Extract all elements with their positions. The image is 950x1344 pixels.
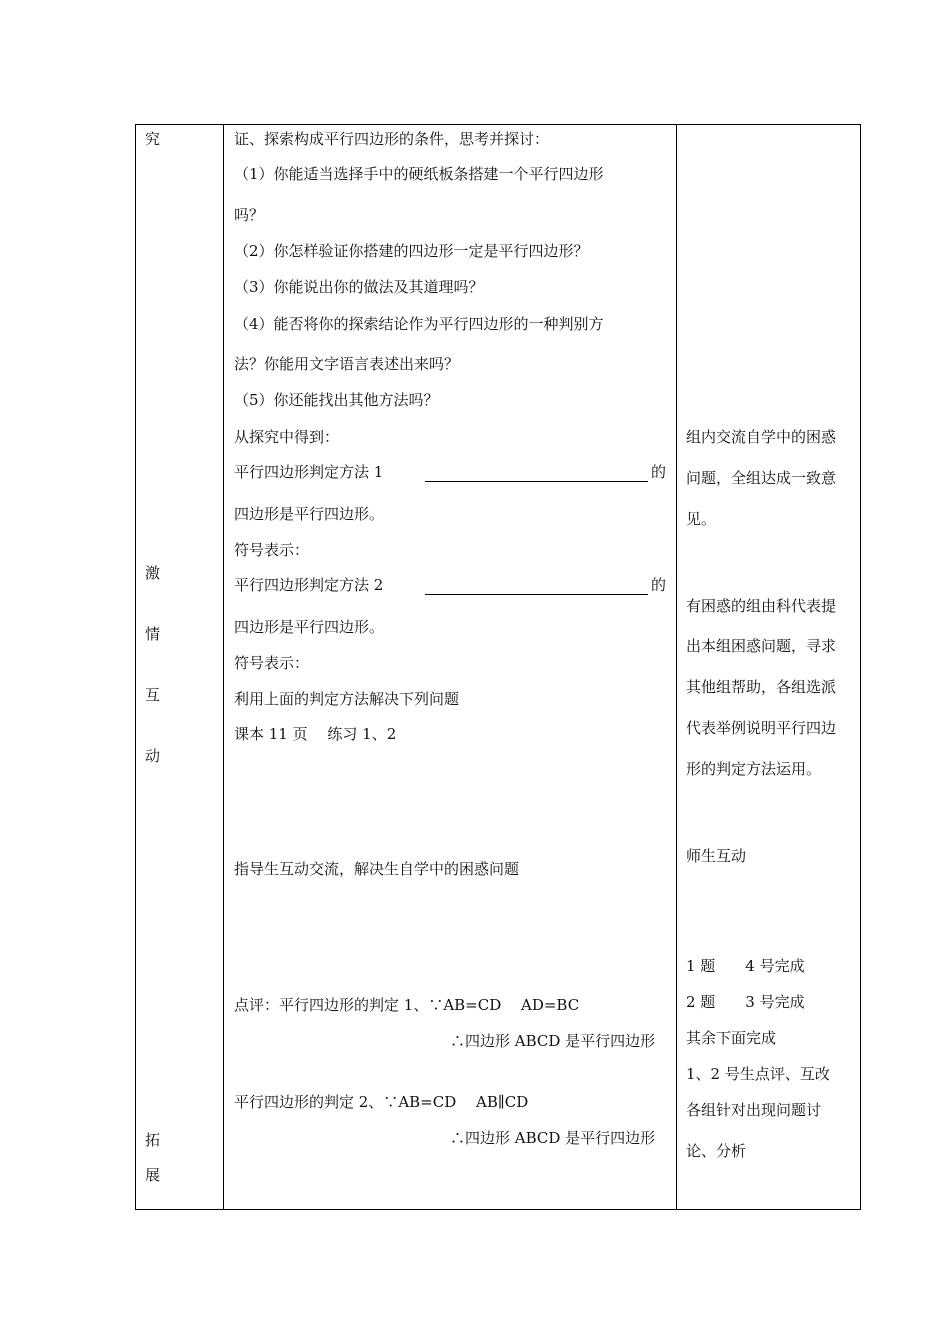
section-label-char: 互 (145, 686, 161, 704)
question-1: （1）你能适当选择手中的硬纸板条搭建一个平行四边形 (234, 165, 604, 183)
question-1-cont: 吗？ (234, 206, 265, 224)
task-assignment: 其余下面完成 (686, 1029, 777, 1047)
review-2: 平行四边形的判定 2、∵AB=CD AB∥CD (234, 1093, 529, 1111)
group-help-text: 代表举例说明平行四边 (686, 719, 837, 737)
column-divider-1 (223, 124, 224, 1210)
task-assignment: 1 题 4 号完成 (686, 957, 805, 975)
method-2-label: 平行四边形判定方法 2 (234, 576, 384, 594)
method-2-cont: 四边形是平行四边形。 (234, 618, 385, 636)
question-5: （5）你还能找出其他方法吗？ (234, 391, 439, 409)
task-assignment: 2 题 3 号完成 (686, 993, 805, 1011)
method-1-suffix: 的 (651, 463, 667, 481)
question-4: （4）能否将你的探索结论作为平行四边形的一种判别方 (234, 315, 604, 333)
group-exchange-text: 问题，全组达成一致意 (686, 469, 837, 487)
column-divider-2 (676, 124, 677, 1210)
question-3: （3）你能说出你的做法及其道理吗？ (234, 278, 484, 296)
group-exchange-text: 组内交流自学中的困惑 (686, 428, 837, 446)
method-2-blank[interactable] (425, 594, 648, 595)
group-help-text: 形的判定方法运用。 (686, 760, 822, 778)
intro-text: 证、探索构成平行四边形的条件，思考并探讨： (234, 130, 550, 148)
section-label-char: 拓 (145, 1131, 161, 1149)
group-help-text: 出本组困惑问题，寻求 (686, 637, 837, 655)
section-label-char: 究 (145, 130, 161, 148)
section-label-char: 展 (145, 1166, 161, 1184)
method-2-suffix: 的 (651, 576, 667, 594)
task-assignment: 各组针对出现问题讨 (686, 1101, 822, 1119)
method-1-cont: 四边形是平行四边形。 (234, 505, 385, 523)
group-help-text: 其他组帮助，各组选派 (686, 678, 837, 696)
use-methods-text: 利用上面的判定方法解决下列问题 (234, 690, 460, 708)
textbook-exercise: 课本 11 页 练习 1、2 (234, 725, 397, 743)
section-label-char: 情 (145, 625, 161, 643)
symbol-2-label: 符号表示： (234, 654, 310, 672)
review-1-conclusion: ∴四边形 ABCD 是平行四边形 (450, 1032, 656, 1050)
section-label-char: 动 (145, 747, 161, 765)
review-1: 点评：平行四边形的判定 1、∵AB=CD AD=BC (234, 996, 580, 1014)
method-1-label: 平行四边形判定方法 1 (234, 463, 384, 481)
review-2-conclusion: ∴四边形 ABCD 是平行四边形 (450, 1129, 656, 1147)
question-2: （2）你怎样验证你搭建的四边形一定是平行四边形？ (234, 242, 589, 260)
symbol-1-label: 符号表示： (234, 541, 310, 559)
derive-heading: 从探究中得到： (234, 428, 340, 446)
question-4-cont: 法？你能用文字语言表述出来吗？ (234, 355, 460, 373)
group-exchange-text: 见。 (686, 510, 717, 528)
teacher-student-text: 师生互动 (686, 847, 747, 865)
method-1-blank[interactable] (425, 481, 648, 482)
task-assignment: 论、分析 (686, 1142, 747, 1160)
guide-text: 指导生互动交流，解决生自学中的困惑问题 (234, 860, 520, 878)
group-help-text: 有困惑的组由科代表提 (686, 597, 837, 615)
task-assignment: 1、2 号生点评、互改 (686, 1065, 830, 1083)
section-label-char: 激 (145, 564, 161, 582)
